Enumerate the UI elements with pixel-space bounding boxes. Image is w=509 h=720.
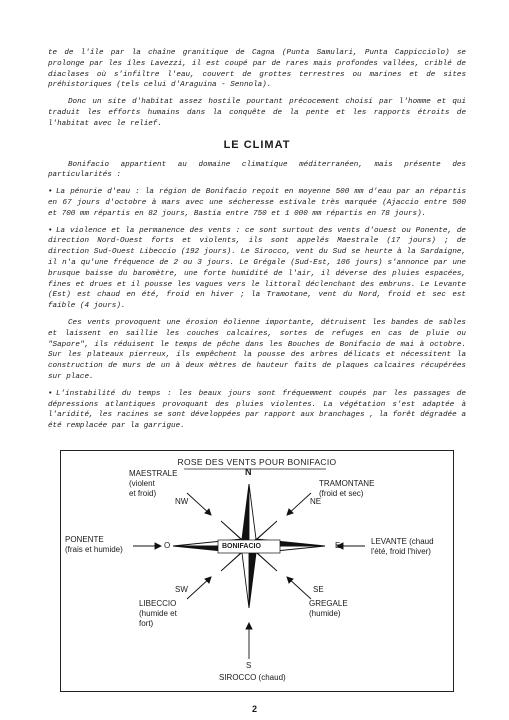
dir-west-label: O [164, 541, 171, 550]
paragraph-climate-intro: Bonifacio appartient au domaine climatique méditerranéen, mais présente des particularités : [48, 160, 466, 180]
dir-sw-label: SW [175, 585, 188, 594]
tramontane-label: TRAMONTANE (froid et sec) [319, 479, 375, 498]
wind-rose-figure [60, 450, 454, 692]
libeccio-label: LIBECCIO (humide et fort) [139, 599, 177, 628]
sirocco-label: SIROCCO (chaud) [219, 673, 286, 682]
dir-ne-label: NE [310, 497, 322, 506]
gregale-label: GREGALE (humide) [309, 599, 348, 618]
section-title: LE CLIMAT [223, 138, 291, 151]
wind-rose-diagram [61, 451, 453, 691]
bullet-icon: • [48, 226, 53, 235]
paragraph-erosion: Ces vents provoquent une érosion éolienne importante, détruisent les bandes de sables et laissent en saillie les couches calcaires, sortes de refuges en cas de pluie ou "Sapore", ils réduisent le temps de pêche dans les Bouches de Bonifacio de mai à octobre. Sur les plateaux pierreux, ils empêchent la pousse des arbres délicats et nécessitent la construction de murs de un à deux mètres de hauteur faits de plaques calcaires récupérées sur place. [48, 318, 466, 381]
page-number: 2 [251, 704, 257, 714]
page-content [48, 48, 466, 432]
dir-north-label: N [245, 467, 252, 477]
dir-se-label: SE [313, 585, 324, 594]
dir-nw-label: NW [175, 497, 189, 506]
ponente-label: PONENTE (frais et humide) [65, 535, 123, 554]
figure-title: ROSE DES VENTS POUR BONIFACIO [177, 457, 337, 467]
dir-south-label: S [246, 661, 252, 670]
bullet-icon: • [48, 188, 53, 197]
paragraph-water-shortage: • La pénurie d'eau : la région de Bonifacio reçoit en moyenne 500 mm d'eau par an répartis en 67 jours d'octobre à mars avec une sécheresse estivale très marquée (Ajaccio entre 500 et 700 mm répartis en 82 jours, Bastia entre 750 et 1 000 mm répartis en 78 jours). [48, 188, 466, 218]
maestrale-label: MAESTRALE (violent et froid) [129, 469, 178, 498]
paragraph-instability: • L'instabilité du temps : les beaux jours sont fréquemment coupés par les passages de dépressions atlantiques provoquant des pluies violentes. La végétation s'est adaptée à l'aridité, les racines se sont développées par rapport aux branchages , la forêt dégradée a été remplacée par la garrigue. [48, 389, 466, 431]
bullet-icon: • [48, 389, 53, 398]
paragraph-habitat: Donc un site d'habitat assez hostile pourtant précocement choisi par l'homme et qui traduit les efforts humains dans la conquête de la pente et les rapports étroits de l'habitat avec le relief. [48, 98, 466, 128]
paragraph-winds: • La violence et la permanence des vents : ce sont surtout des vents d'ouest ou Ponente, de direction Nord-Ouest forts et violents, ils sont appelés Maestrale (17 jours) ; de direction Sud-Ouest Libeccio (192 jours). Le Sirocco, vent du Sud se heurte à la Sardaigne, il n'a qu'une fréquence de 2 ou 3 jours. Le Grégale (Sud-Est, 106 jours) s'annonce par une brusque baisse du baromètre, une forte humidité de l'air, il déverse des pluies espacées, fines et drues et il pousse les vagues vers le littoral déclenchant des embruns. Le Levante (Est) est chaud en été, froid en hiver ; la Tramotane, vent du Nord, froid et sec est faible (4 jours). [48, 226, 466, 311]
levante-label: LEVANTE (chaud l'été, froid l'hiver) [371, 537, 434, 556]
dir-east-label: E [335, 541, 341, 550]
center-label: BONIFACIO [222, 543, 261, 550]
paragraph-relief: te de l'île par la chaîne granitique de Cagna (Punta Samulari, Punta Cappicciolo) se prolonge par les îles Lavezzi, il est coupé par de rares mais profondes vallées, criblé de diaclases où s'infiltre l'eau, couvert de grottes terrestres ou marines et de sites préhistoriques (tels celui d'Araguina - Sennola). [48, 49, 466, 90]
